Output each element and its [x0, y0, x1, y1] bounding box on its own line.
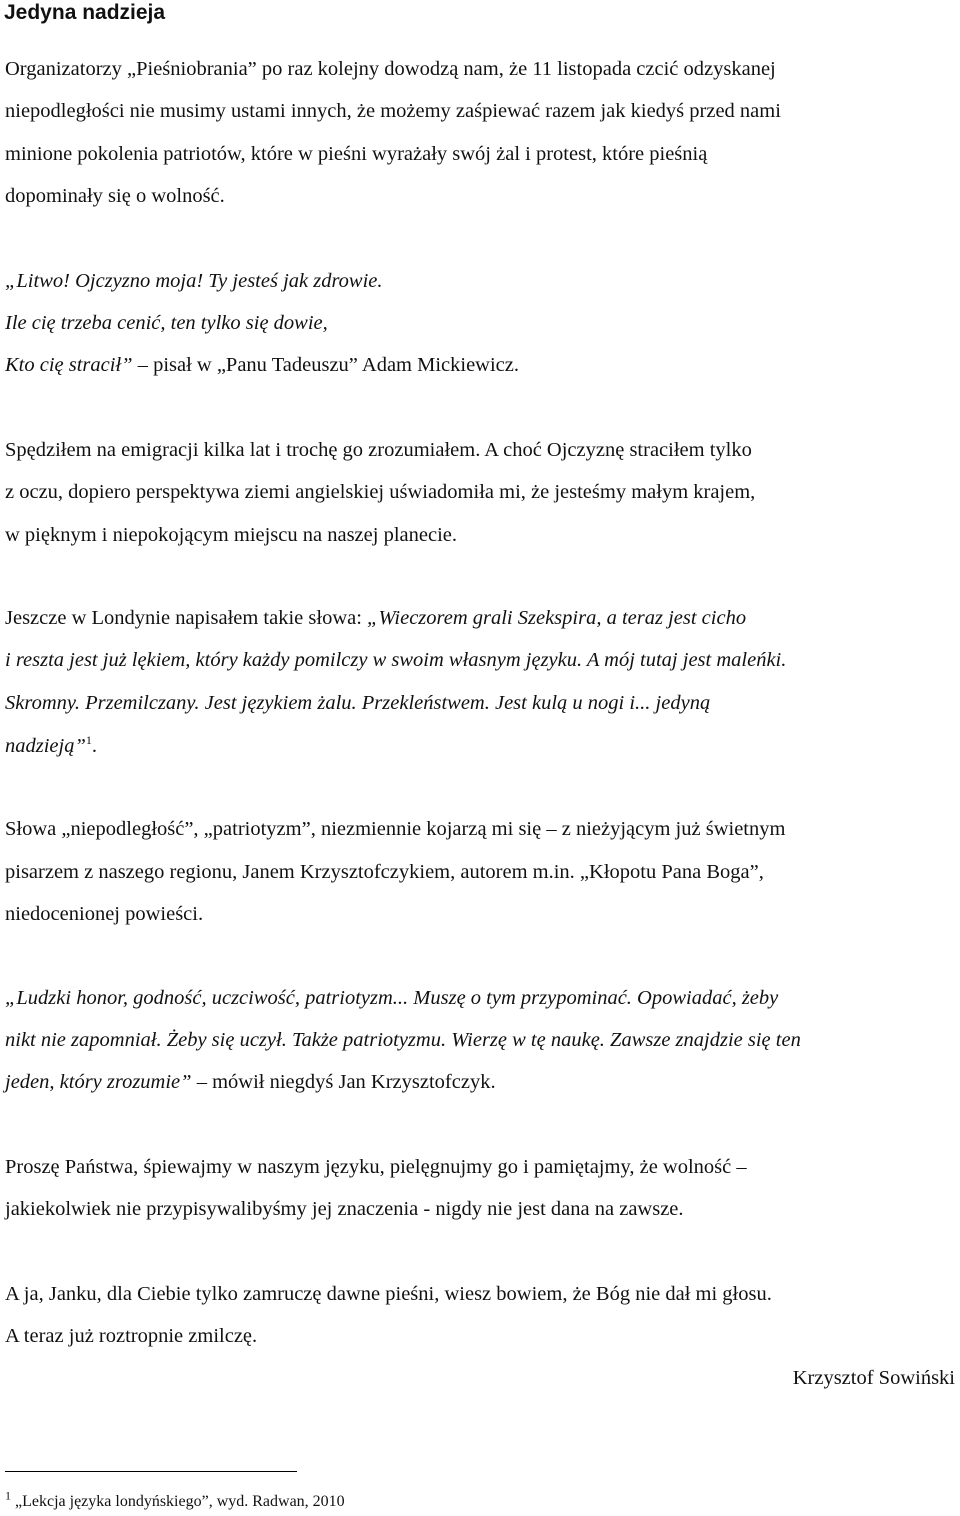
quote-line: nikt nie zapomniał. Żeby się uczył. Także patriotyzmu. Wierzę w tę naukę. Zawsze znajdzie się ten	[5, 1029, 801, 1051]
paragraph-line: minione pokolenia patriotów, które w pieśni wyrażały swój żal i protest, które pieśnią	[5, 143, 708, 165]
poem-line: „Litwo! Ojczyzno moja! Ty jesteś jak zdrowie.	[5, 270, 383, 292]
quote-line: „Ludzki honor, godność, uczciwość, patriotyzm... Muszę o tym przypominać. Opowiadać, żeby	[5, 987, 779, 1009]
quote-period: .	[91, 735, 97, 757]
footnote-number: 1	[5, 1488, 11, 1503]
poem-attribution-line	[5, 353, 519, 377]
author-signature: Krzysztof Sowiński	[792, 1367, 955, 1389]
poem-line: Ile cię trzeba cenić, ten tylko się dowie,	[5, 312, 328, 334]
paragraph-line: pisarzem z naszego regionu, Janem Krzysztofczykiem, autorem m.in. „Kłopotu Pana Boga”,	[5, 861, 764, 883]
paragraph-line: A ja, Janku, dla Ciebie tylko zamruczę dawne pieśni, wiesz bowiem, że Bóg nie dał mi głosu.	[5, 1283, 772, 1305]
paragraph-line: Proszę Państwa, śpiewajmy w naszym języku, pielęgnujmy go i pamiętajmy, że wolność –	[5, 1156, 747, 1178]
document-title: Jedyna nadzieja	[4, 1, 166, 24]
footnote-text: „Lekcja języka londyńskiego”, wyd. Radwan, 2010	[11, 1493, 345, 1510]
poem-line-italic: Kto cię stracił”	[5, 354, 133, 376]
paragraph-line: niepodległości nie musimy ustami innych, że możemy zaśpiewać razem jak kiedyś przed nami	[5, 100, 781, 122]
quote-start: „Wieczorem grali Szekspira, a teraz jest cicho	[367, 607, 747, 629]
paragraph-line: jakiekolwiek nie przypisywalibyśmy jej znaczenia - nigdy nie jest dana na zawsze.	[5, 1198, 684, 1220]
quote-line: Skromny. Przemilczany. Jest językiem żalu. Przekleństwem. Jest kulą u nogi i... jedyną	[5, 692, 711, 714]
footnote-reference: 1	[85, 733, 92, 748]
quote-intro-line	[5, 606, 746, 630]
paragraph-line: niedocenionej powieści.	[5, 903, 204, 925]
paragraph-line: dopominały się o wolność.	[5, 185, 225, 207]
quote-end-line	[5, 734, 97, 758]
quote-line-italic: jeden, który zrozumie”	[5, 1071, 192, 1093]
paragraph-line: Spędziłem na emigracji kilka lat i trochę go zrozumiałem. A choć Ojczyznę straciłem tylko	[5, 439, 752, 461]
quote-attribution: – mówił niegdyś Jan Krzysztofczyk.	[191, 1071, 496, 1093]
quote-line: i reszta jest już lękiem, który każdy pomilczy w swoim własnym języku. A mój tutaj jest maleńki.	[5, 649, 787, 671]
quote-intro: Jeszcze w Londynie napisałem takie słowa:	[5, 607, 368, 629]
paragraph-line: Organizatorzy „Pieśniobrania” po raz kolejny dowodzą nam, że 11 listopada czcić odzyskanej	[5, 58, 776, 80]
quote-end: nadzieją”	[5, 735, 86, 757]
footnote-divider	[5, 1471, 297, 1472]
paragraph-line: z oczu, dopiero perspektywa ziemi angielskiej uświadomiła mi, że jesteśmy małym krajem,	[5, 481, 756, 503]
paragraph-line: w pięknym i niepokojącym miejscu na naszej planecie.	[5, 524, 457, 546]
quote-attribution-line	[5, 1070, 496, 1094]
footnote	[5, 1490, 345, 1514]
paragraph-line: A teraz już roztropnie zmilczę.	[5, 1325, 258, 1347]
paragraph-line: Słowa „niepodległość”, „patriotyzm”, niezmiennie kojarzą mi się – z nieżyjącym już świetnym	[5, 818, 786, 840]
poem-attribution: – pisał w „Panu Tadeuszu” Adam Mickiewicz.	[132, 354, 520, 376]
